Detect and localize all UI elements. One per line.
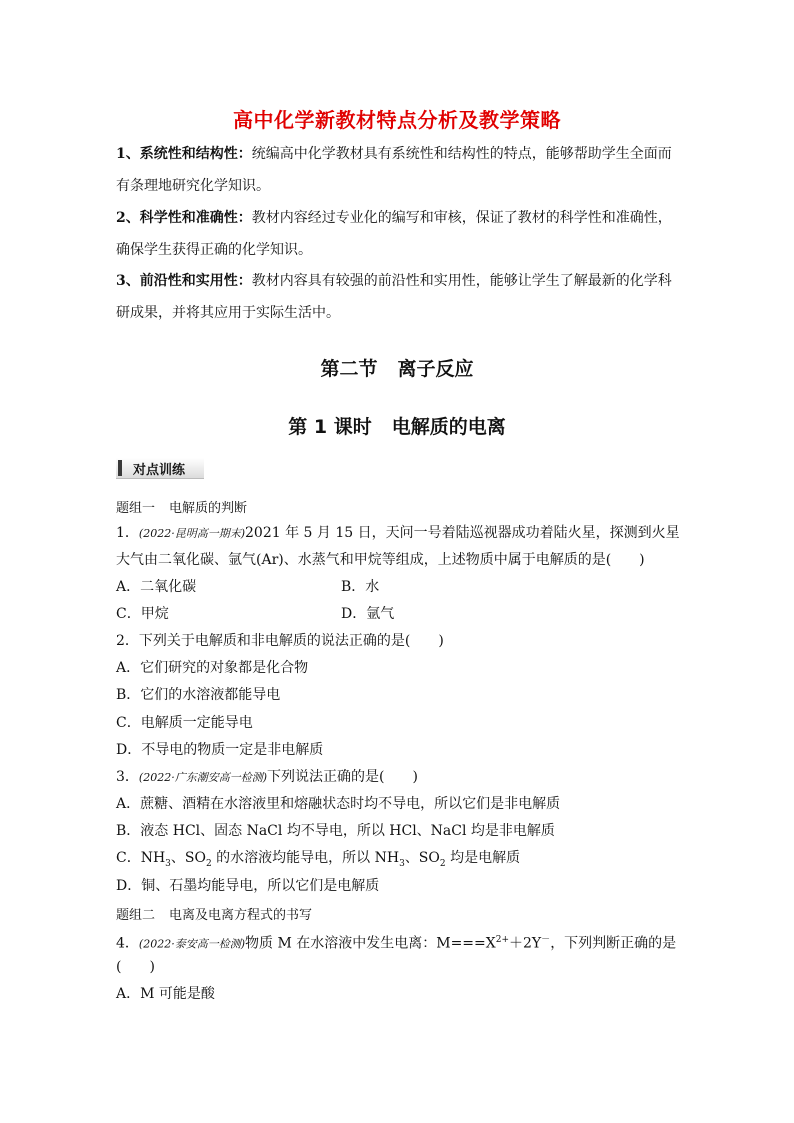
- q4-plus: ＋2Y: [509, 935, 542, 952]
- q3-c-text: C．NH: [116, 850, 166, 866]
- q1-line-1: [116, 523, 680, 544]
- feature-3-label: 3、前沿性和实用性：: [116, 273, 252, 289]
- q1-option-d: D．氩气: [341, 606, 395, 622]
- q3-c-sub: 2: [205, 858, 212, 869]
- practice-banner: [116, 458, 204, 479]
- q1-option-b: B．水: [341, 579, 380, 595]
- q2-option-b: B．它们的水溶液都能导电: [116, 687, 281, 703]
- q3-c-sub: 2: [439, 858, 446, 869]
- q3-text: 下列说法正确的是( ): [267, 769, 418, 785]
- q4-paren: ( ): [116, 959, 155, 975]
- lesson-name: 电解质的电离: [391, 416, 506, 438]
- q4-post: ，下列判断正确的是: [550, 935, 677, 952]
- feature-1-line-1: [116, 144, 672, 164]
- group-2-label: 题组二: [116, 908, 156, 923]
- q4-source: (2022·泰安高一检测): [138, 937, 245, 951]
- lesson-heading: [0, 412, 794, 439]
- q2-option-c: C．电解质一定能导电: [116, 715, 253, 731]
- q1-text-1: 2021 年 5 月 15 日，天问一号着陆巡视器成功着陆火星，探测到火星: [245, 525, 680, 541]
- q3-source: (2022·广东潮安高一检测): [138, 771, 267, 784]
- feature-1-label: 1、系统性和结构性：: [116, 146, 252, 162]
- group-2-heading: [116, 904, 312, 923]
- q3-c-text: 、SO: [404, 850, 440, 866]
- q3-c-sub: 3: [399, 858, 405, 869]
- group-1-name: 电解质的判断: [169, 501, 248, 516]
- q1-option-a: A．二氧化碳: [116, 579, 197, 595]
- q4-stem: 物质 M 在水溶液中发生电离：M===X: [245, 935, 496, 952]
- page-title: 高中化学新教材特点分析及教学策略: [233, 108, 561, 132]
- feature-2-line-2: 确保学生获得正确的化学知识。: [116, 242, 312, 258]
- group-1-heading: [116, 497, 247, 516]
- q3-option-c: [116, 848, 520, 874]
- q4-number: 4．: [116, 935, 139, 952]
- q3-stem: [116, 767, 418, 788]
- feature-3-line-1: [116, 271, 672, 291]
- q3-c-sub: 3: [165, 858, 171, 869]
- q1-number: 1．: [116, 525, 139, 541]
- q1-option-c: C．甲烷: [116, 606, 169, 622]
- feature-3-text: 教材内容具有较强的前沿性和实用性，能够让学生了解最新的化学科: [251, 273, 672, 289]
- q4-sup-2: －: [541, 935, 551, 945]
- q1-source: (2022·昆明高一期末): [138, 527, 245, 540]
- banner-bar: [118, 460, 122, 476]
- feature-2-label: 2、科学性和准确性：: [116, 210, 252, 226]
- section-number: 第二节: [320, 358, 378, 380]
- q2-option-d: D．不导电的物质一定是非电解质: [116, 742, 324, 758]
- section-heading: [0, 354, 794, 381]
- q2-stem: 2．下列关于电解质和非电解质的说法正确的是( ): [116, 633, 444, 649]
- q3-option-b: B．液态 HCl、固态 NaCl 均不导电，所以 HCl、NaCl 均是非电解质: [116, 823, 555, 839]
- section-name: 离子反应: [397, 358, 474, 380]
- feature-2-text: 教材内容经过专业化的编写和审核，保证了教材的科学性和准确性，: [251, 210, 672, 226]
- q3-option-d: D．铜、石墨均能导电，所以它们是电解质: [116, 878, 380, 894]
- feature-1-line-2: 有条理地研究化学知识。: [116, 178, 270, 194]
- q3-c-text: 均是电解质: [445, 850, 521, 866]
- feature-1-text: 统编高中化学教材具有系统性和结构性的特点，能够帮助学生全面而: [251, 146, 672, 162]
- group-1-label: 题组一: [116, 501, 156, 516]
- banner-label: 对点训练: [133, 463, 186, 478]
- q4-option-a: A．M 可能是酸: [116, 986, 215, 1002]
- q4-sup-1: 2+: [495, 935, 510, 945]
- q2-option-a: A．它们研究的对象都是化合物: [116, 660, 309, 676]
- q3-number: 3．: [116, 769, 139, 785]
- q3-c-text: 的水溶液均能导电，所以 NH: [211, 850, 400, 866]
- q3-c-text: 、SO: [170, 850, 206, 866]
- q1-line-2: 大气由二氧化碳、氩气(Ar)、水蒸气和甲烷等组成，上述物质中属于电解质的是( ): [116, 552, 645, 568]
- q3-option-a: A．蔗糖、酒精在水溶液里和熔融状态时均不导电，所以它们是非电解质: [116, 796, 561, 812]
- feature-2-line-1: [116, 208, 672, 228]
- lesson-number: 第 1 课时: [288, 416, 372, 438]
- q4-line-1: [116, 930, 676, 955]
- feature-3-line-2: 研成果，并将其应用于实际生活中。: [116, 305, 340, 321]
- group-2-name: 电离及电离方程式的书写: [169, 908, 313, 923]
